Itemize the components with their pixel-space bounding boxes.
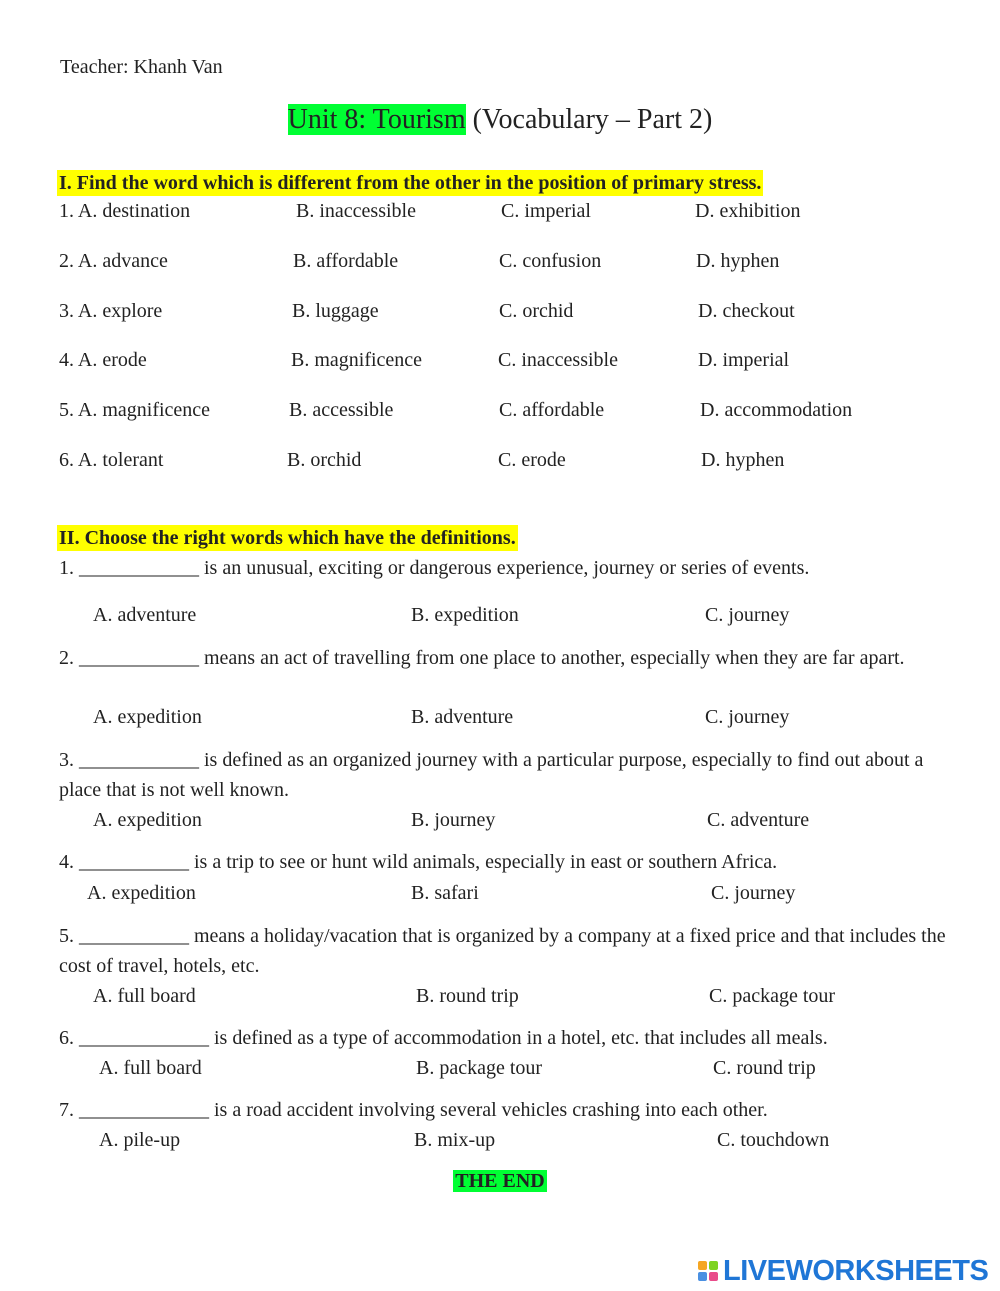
s2-q2-option-b: B. adventure bbox=[411, 706, 514, 728]
s2-q6-option-b: B. package tour bbox=[416, 1057, 543, 1079]
s1-q4-option-a: 4. A. erode bbox=[59, 349, 147, 371]
logo-square-3 bbox=[698, 1272, 707, 1281]
s1-q5-option-a: 5. A. magnificence bbox=[59, 399, 211, 421]
s2-q5-option-a: A. full board bbox=[93, 985, 196, 1007]
s1-q5-option-b: B. accessible bbox=[289, 399, 394, 421]
s1-q2-option-c: C. confusion bbox=[499, 250, 602, 272]
end-marker bbox=[0, 1170, 1000, 1193]
s2-q1-stem: 1. ____________ is an unusual, exciting or dangerous experience, journey or series of events. bbox=[59, 557, 810, 579]
s1-q5-option-d: D. accommodation bbox=[700, 399, 853, 421]
s2-q7-option-c: C. touchdown bbox=[717, 1129, 830, 1151]
s2-q4-stem: 4. ___________ is a trip to see or hunt wild animals, especially in east or southern Africa. bbox=[59, 851, 778, 873]
s2-q5-stem: 5. ___________ means a holiday/vacation that is organized by a company at a fixed price and that includes the cost of travel, hotels, etc. bbox=[59, 925, 946, 977]
logo-square-4 bbox=[709, 1272, 718, 1281]
s2-q3-option-b: B. journey bbox=[411, 809, 496, 831]
s2-q5-option-b: B. round trip bbox=[416, 985, 519, 1007]
s2-q3-stem: 3. ____________ is defined as an organized journey with a particular purpose, especially to find out about a place that is not well known. bbox=[59, 749, 924, 801]
s1-q2-option-d: D. hyphen bbox=[696, 250, 780, 272]
s2-q6-option-a: A. full board bbox=[99, 1057, 202, 1079]
s1-q1-option-c: C. imperial bbox=[501, 200, 591, 222]
s1-q6-option-b: B. orchid bbox=[287, 449, 362, 471]
s2-q6-stem: 6. _____________ is defined as a type of accommodation in a hotel, etc. that includes all meals. bbox=[59, 1027, 828, 1049]
s2-q4-option-c: C. journey bbox=[711, 882, 796, 904]
s1-q4-option-c: C. inaccessible bbox=[498, 349, 618, 371]
s1-q6-option-a: 6. A. tolerant bbox=[59, 449, 164, 471]
end-text: THE END bbox=[455, 1170, 545, 1192]
teacher-name: Teacher: Khanh Van bbox=[60, 56, 223, 78]
s1-q2-option-b: B. affordable bbox=[293, 250, 399, 272]
s1-q3-option-d: D. checkout bbox=[698, 300, 795, 322]
s2-q4-option-b: B. safari bbox=[411, 882, 479, 904]
section1-heading: I. Find the word which is different from the other in the position of primary stress. bbox=[59, 172, 762, 194]
s2-q7-option-a: A. pile-up bbox=[99, 1129, 181, 1151]
page-title bbox=[0, 104, 1000, 136]
s2-q2-option-c: C. journey bbox=[705, 706, 790, 728]
s2-q7-stem: 7. _____________ is a road accident involving several vehicles crashing into each other. bbox=[59, 1099, 768, 1121]
s1-q2-option-a: 2. A. advance bbox=[59, 250, 168, 272]
s2-q2-stem: 2. ____________ means an act of travelling from one place to another, especially when they are far apart. bbox=[59, 647, 905, 669]
logo-square-2 bbox=[709, 1261, 718, 1270]
s1-q4-option-d: D. imperial bbox=[698, 349, 790, 371]
s1-q6-option-c: C. erode bbox=[498, 449, 566, 471]
s1-q5-option-c: C. affordable bbox=[499, 399, 605, 421]
logo-text: LIVEWORKSHEETS bbox=[723, 1254, 989, 1287]
s1-q4-option-b: B. magnificence bbox=[291, 349, 423, 371]
s2-q3-option-c: C. adventure bbox=[707, 809, 810, 831]
section2-heading: II. Choose the right words which have the definitions. bbox=[59, 527, 516, 549]
s2-q6-option-c: C. round trip bbox=[713, 1057, 816, 1079]
s1-q1-option-d: D. exhibition bbox=[695, 200, 801, 222]
s1-q3-option-b: B. luggage bbox=[292, 300, 379, 322]
s2-q1-option-b: B. expedition bbox=[411, 604, 519, 626]
title-rest: (Vocabulary – Part 2) bbox=[465, 104, 713, 135]
s1-q6-option-d: D. hyphen bbox=[701, 449, 785, 471]
liveworksheets-logo-icon bbox=[698, 1261, 718, 1281]
s1-q1-option-a: 1. A. destination bbox=[59, 200, 191, 222]
s1-q3-option-a: 3. A. explore bbox=[59, 300, 163, 322]
s2-q5-option-c: C. package tour bbox=[709, 985, 836, 1007]
s2-q1-option-a: A. adventure bbox=[93, 604, 197, 626]
logo-square-1 bbox=[698, 1261, 707, 1270]
s2-q7-option-b: B. mix-up bbox=[414, 1129, 496, 1151]
s2-q1-option-c: C. journey bbox=[705, 604, 790, 626]
liveworksheets-logo[interactable] bbox=[698, 1253, 988, 1289]
s2-q2-option-a: A. expedition bbox=[93, 706, 202, 728]
s1-q1-option-b: B. inaccessible bbox=[296, 200, 416, 222]
s2-q3-option-a: A. expedition bbox=[93, 809, 202, 831]
title-highlight: Unit 8: Tourism bbox=[287, 104, 466, 135]
s1-q3-option-c: C. orchid bbox=[499, 300, 574, 322]
s2-q4-option-a: A. expedition bbox=[87, 882, 196, 904]
